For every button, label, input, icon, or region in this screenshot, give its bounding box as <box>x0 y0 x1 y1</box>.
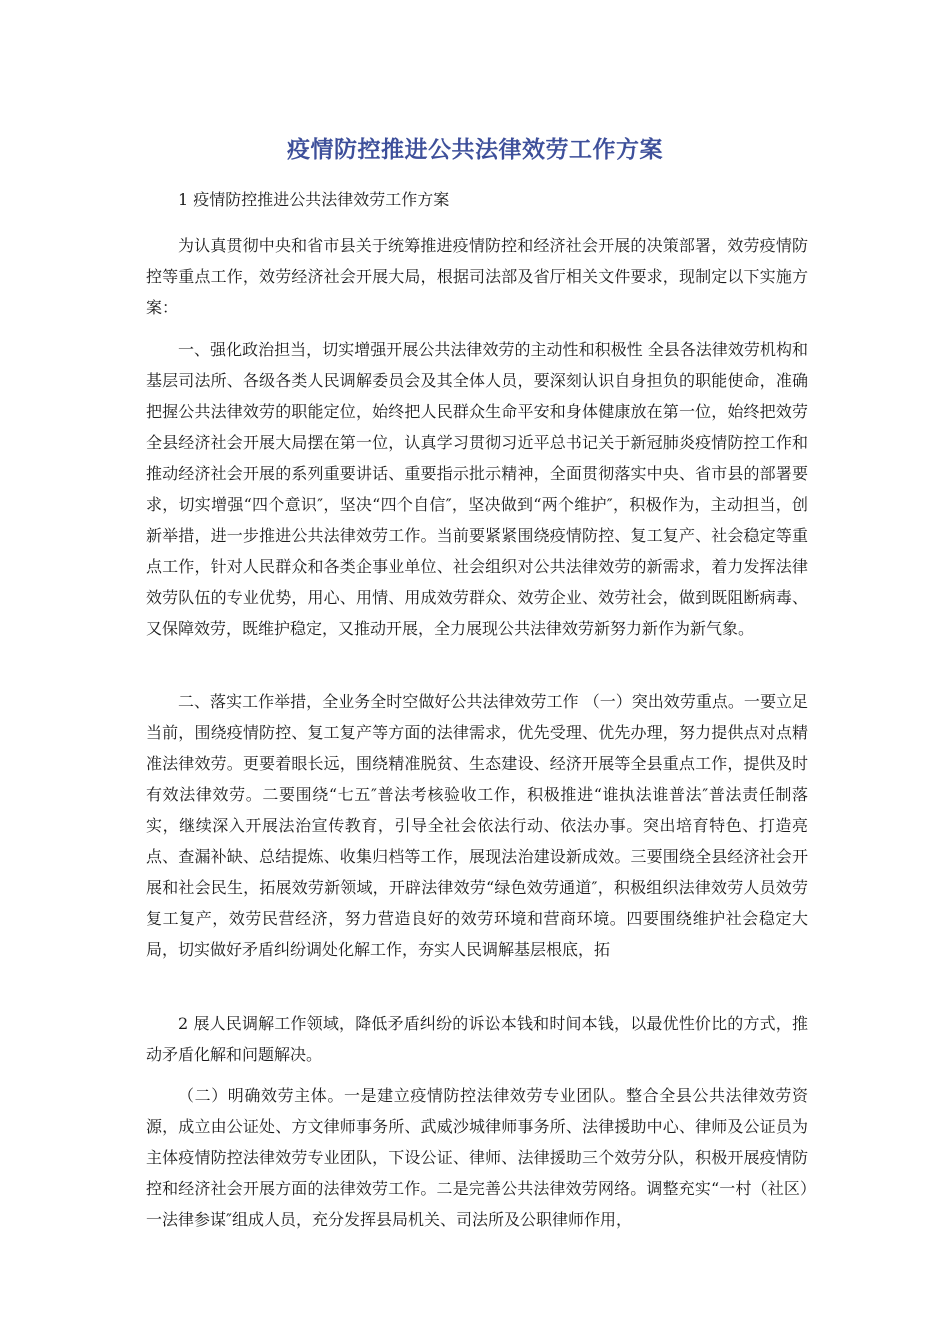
paragraph-mediation: 2 展人民调解工作领域，降低矛盾纠纷的诉讼本钱和时间本钱，以最优性价比的方式，推动矛盾化解和问题解决。 <box>146 1014 808 1064</box>
paragraph-political-responsibility: 一、强化政治担当，切实增强开展公共法律效劳的主动性和积极性 全县各法律效劳机构和基层司法所、各级各类人民调解委员会及其全体人员，要深刻认识自身担负的职能使命，准确把握公共法律效劳的职能定位，始终把人民群众生命平安和身体健康放在第一位，始终把效劳全县经济社会开展大局摆在第一位，认真学习贯彻习近平总书记关于新冠肺炎疫情防控工作和推动经济社会开展的系列重要讲话、重要指示批示精神，全面贯彻落实中央、省市县的部署要求，切实增强“四个意识″，坚决“四个自信″，坚决做到“两个维护″，积极作为，主动担当，创新举措，进一步推进公共法律效劳工作。当前要紧紧围绕疫情防控、复工复产、社会稳定等重点工作，针对人民群众和各类企事业单位、社会组织对公共法律效劳的新需求，着力发挥法律效劳队伍的专业优势，用心、用情、用成效劳群众、效劳企业、效劳社会，做到既阻断病毒、又保障效劳，既维护稳定，又推动开展，全力展现公共法律效劳新努力新作为新气象。 <box>146 340 808 638</box>
intro-paragraph: 为认真贯彻中央和省市县关于统筹推进疫情防控和经济社会开展的决策部署，效劳疫情防控等重点工作，效劳经济社会开展大局，根据司法部及省厅相关文件要求，现制定以下实施方案： <box>146 236 808 317</box>
document-title: 疫情防控推进公共法律效劳工作方案 <box>287 137 663 163</box>
paragraph-service-subjects: （二）明确效劳主体。一是建立疫情防控法律效劳专业团队。整合全县公共法律效劳资源，成立由公证处、方文律师事务所、武威沙城律师事务所、法律援助中心、律师及公证员为主体疫情防控法律效劳专业团队，下设公证、律师、法律援助三个效劳分队，积极开展疫情防控和经济社会开展方面的法律效劳工作。二是完善公共法律效劳网络。调整充实“一村（社区）一法律参谋″组成人员，充分发挥县局机关、司法所及公职律师作用， <box>146 1086 808 1229</box>
paragraph-work-measures: 二、落实工作举措，全业务全时空做好公共法律效劳工作 （一）突出效劳重点。一要立足当前，围绕疫情防控、复工复产等方面的法律需求，优先受理、优先办理，努力提供点对点精准法律效劳。更要着眼长远，围绕精准脱贫、生态建设、经济开展等全县重点工作，提供及时有效法律效劳。二要围绕“七五″普法考核验收工作，积极推进“谁执法谁普法″普法责任制落实，继续深入开展法治宣传教育，引导全社会依法行动、依法办事。突出培育特色、打造亮点、查漏补缺、总结提炼、收集归档等工作，展现法治建设新成效。三要围绕全县经济社会开展和社会民生，拓展效劳新领域，开辟法律效劳“绿色效劳通道″，积极组织法律效劳人员效劳复工复产，效劳民营经济，努力营造良好的效劳环境和营商环境。四要围绕维护社会稳定大局，切实做好矛盾纠纷调处化解工作，夯实人民调解基层根底，拓 <box>146 692 808 959</box>
section-heading-1: 1 疫情防控推进公共法律效劳工作方案 <box>178 190 450 209</box>
